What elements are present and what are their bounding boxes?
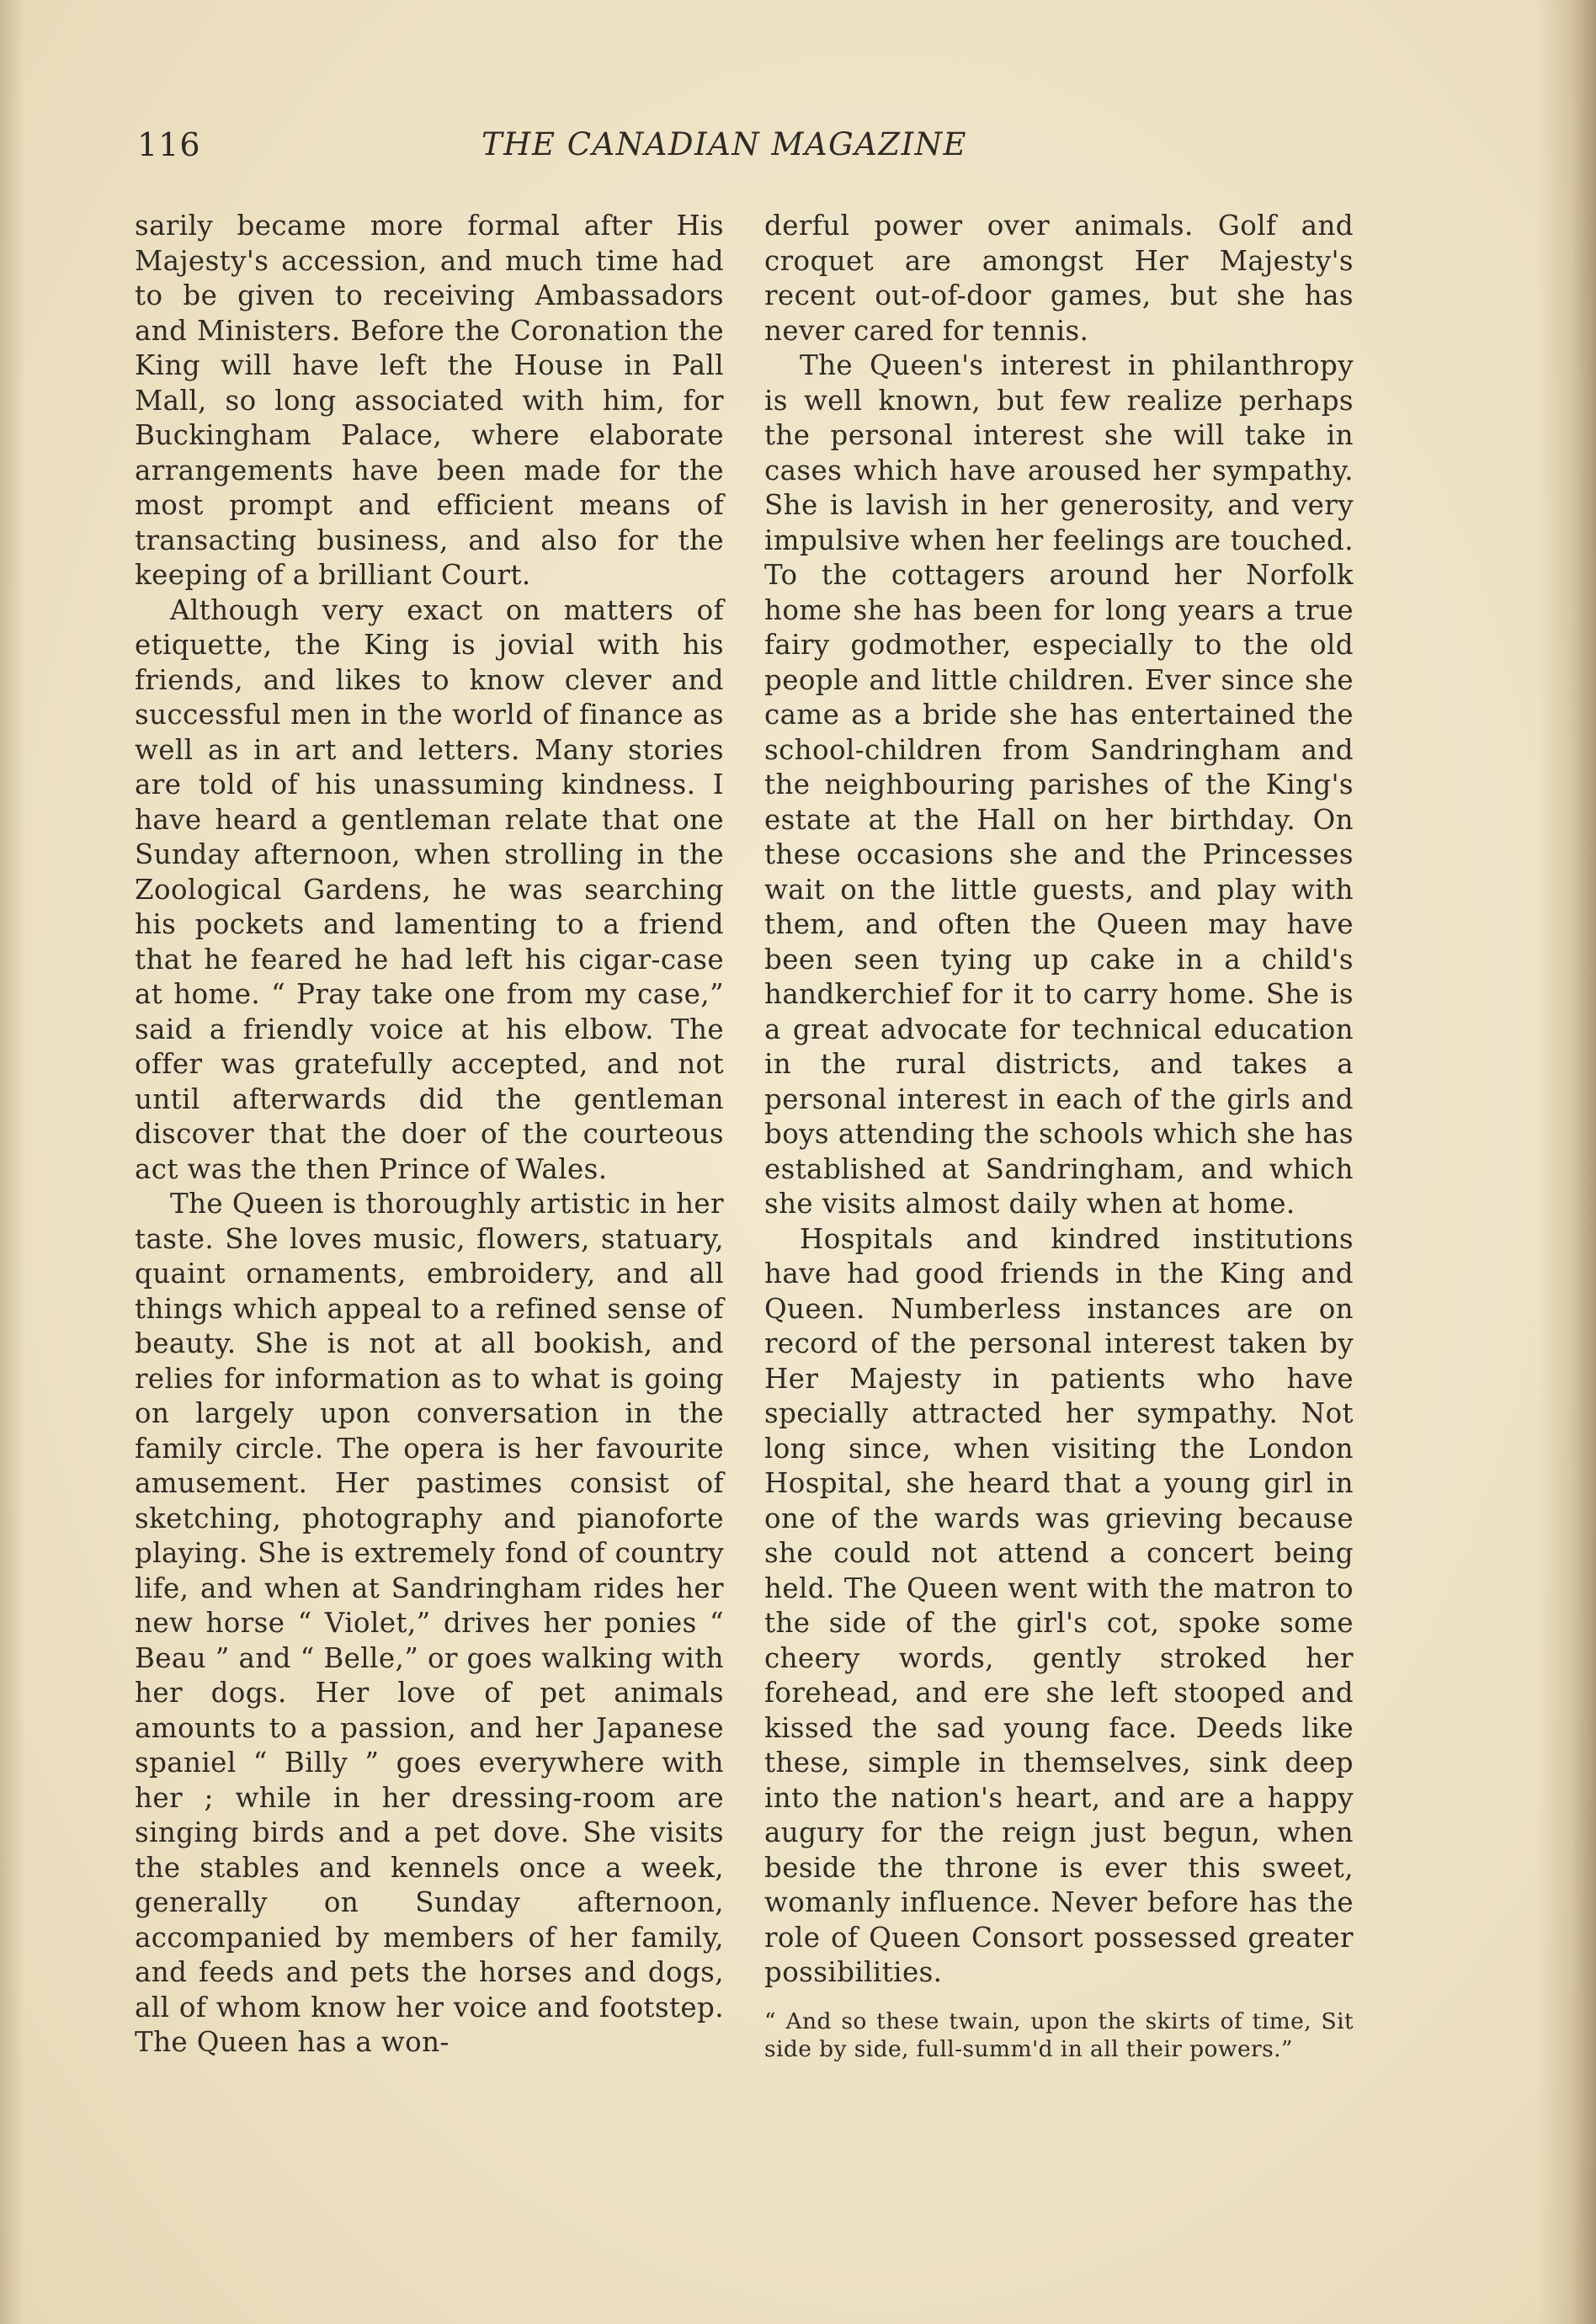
paragraph: derful power over animals. Golf and croquet are amongst Her Majesty's recent out-of-door games, but she has never cared for tennis. bbox=[764, 210, 1354, 347]
left-column bbox=[135, 209, 724, 2061]
paragraph: Hospitals and kindred institutions have had good friends in the King and Queen. Numberless instances are on record of the personal interest taken by Her Majesty in patients who have specially attracted her sympathy. Not long since, when visiting the London Hospital, she heard that a young girl in one of the wards was grieving because she could not attend a concert being held. The Queen went with the matron to the side of the girl's cot, spoke some cheery words, gently stroked her forehead, and ere she left stooped and kissed the sad young face. Deeds like these, simple in themselves, sink deep into the nation's heart, and are a happy augury for the reign just begun, when beside the throne is ever this sweet, womanly influence. Never before has the role of Queen Consort possessed greater possibilities. bbox=[764, 1222, 1354, 1988]
right-column bbox=[764, 209, 1354, 2063]
running-head: THE CANADIAN MAGAZINE bbox=[481, 126, 968, 162]
paragraph: Although very exact on matters of etiquette, the King is jovial with his friends, and likes to know clever and successful men in the world of finance as well as in art and letters. Many stories are told of his unassuming kindness. I have heard a gentleman relate that one Sunday afternoon, when strolling in the Zoological Gardens, he was searching his pockets and lamenting to a friend that he feared he had left his cigar-case at home. “ Pray take one from my case,” said a friendly voice at his elbow. The offer was gratefully accepted, and not until afterwards did the gentleman discover that the doer of the courteous act was the then Prince of Wales. bbox=[135, 593, 724, 1185]
closing-quote: “ And so these twain, upon the skirts of time, Sit side by side, full-summ'd in all their powers.” bbox=[764, 2008, 1354, 2062]
page-header bbox=[0, 126, 1596, 177]
paragraph: The Queen is thoroughly artistic in her taste. She loves music, flowers, statuary, quaint ornaments, embroidery, and all things which appeal to a refined sense of beauty. She is not at all bookish, and relies for information as to what is going on largely upon conversation in the family circle. The opera is her favourite amusement. Her pastimes consist of sketching, photography and pianoforte playing. She is extremely fond of country life, and when at Sandringham rides her new horse “ Violet,” drives her ponies “ Beau ” and “ Belle,” or goes walking with her dogs. Her love of pet animals amounts to a passion, and her Japanese spaniel “ Billy ” goes everywhere with her ; while in her dressing-room are singing birds and a pet dove. She visits the stables and kennels once a week, generally on Sunday afternoon, accompanied by members of her family, and feeds and pets the horses and dogs, all of whom know her voice and footstep. The Queen has a won- bbox=[135, 1188, 724, 2058]
page-number: 116 bbox=[137, 126, 201, 163]
page-shadow-left bbox=[0, 0, 25, 2324]
page-shadow-right bbox=[1537, 0, 1596, 2324]
paragraph: sarily became more formal after His Majesty's accession, and much time had to be given to receiving Ambassadors and Ministers. Before the Coronation the King will have left the House in Pall Mall, so long associated with him, for Buckingham Palace, where elaborate arrangements have been made for the most prompt and efficient means of transacting business, and also for the keeping of a brilliant Court. bbox=[135, 210, 724, 591]
paragraph: The Queen's interest in philanthropy is well known, but few realize perhaps the personal interest she will take in cases which have aroused her sympathy. She is lavish in her generosity, and very impulsive when her feelings are touched. To the cottagers around her Norfolk home she has been for long years a true fairy godmother, especially to the old people and little children. Ever since she came as a bride she has entertained the school-children from Sandringham and the neighbouring parishes of the King's estate at the Hall on her birthday. On these occasions she and the Princesses wait on the little guests, and play with them, and often the Queen may have been seen tying up cake in a child's handkerchief for it to carry home. She is a great advocate for technical education in the rural districts, and takes a personal interest in each of the girls and boys attending the schools which she has established at Sandringham, and which she visits almost daily when at home. bbox=[764, 349, 1354, 1220]
